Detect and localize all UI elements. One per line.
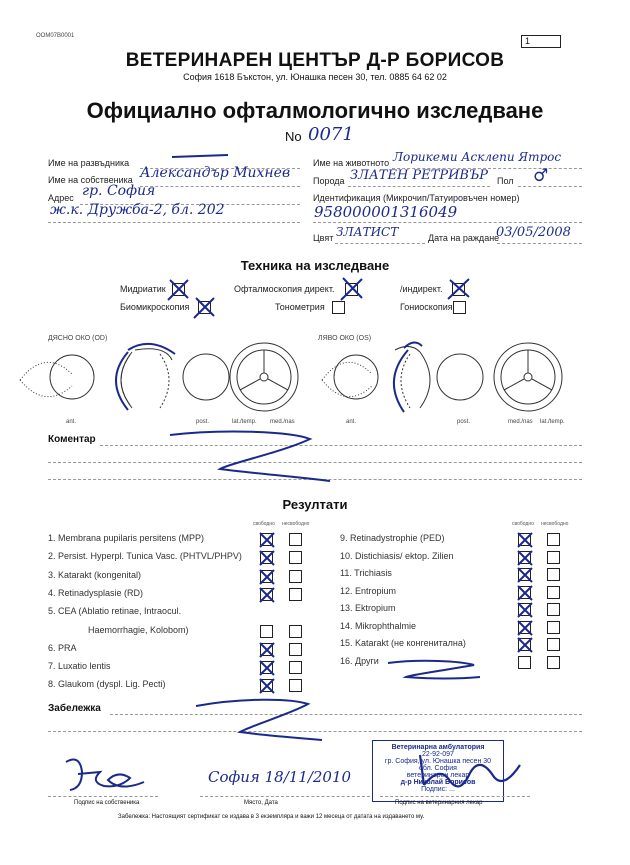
technique-ophth-direct-label: Офталмоскопия директ. (234, 284, 335, 294)
result-label: 9. Retinadystrophie (PED) (340, 533, 445, 543)
result-check-mark (258, 531, 276, 549)
breed-value: ЗЛАТЕН РЕТРИВЪР (350, 168, 489, 183)
dob-value: 03/05/2008 (496, 225, 571, 240)
result-affected-checkbox[interactable] (289, 533, 302, 546)
breed-label: Порода (313, 176, 345, 186)
result-check-mark (516, 619, 534, 637)
technique-mydriatic-label: Мидриатик (120, 284, 166, 294)
results-col-free-right: свободно (512, 521, 534, 527)
result-check-mark (516, 531, 534, 549)
remark-z-stroke (190, 692, 330, 752)
color-value: ЗЛАТИСТ (336, 225, 399, 239)
left-eye-lat-label: lat./temp. (540, 419, 565, 425)
stamp-line-4: обл. София (419, 765, 457, 772)
address-label: Адрес (48, 193, 74, 203)
certificate-number: 0071 (308, 124, 354, 145)
sex-value: ♂ (533, 166, 549, 186)
stamp-line-6: д-р Николай Борисов (400, 779, 476, 786)
right-eye-lat-label: lat./temp. (232, 419, 257, 425)
result-label: 11. Trichiasis (340, 568, 392, 578)
result-label: 13. Ektropium (340, 603, 396, 613)
identification-value: 958000001316049 (314, 203, 458, 221)
left-eye-ant-label: ant. (346, 419, 357, 425)
stamp-line-5: ветеринарен лекар (406, 772, 470, 779)
stamp-line-3: гр. София, ул. Юнашка песен 30 (384, 758, 492, 765)
result-label: 6. PRA (48, 642, 77, 653)
technique-biomicroscopy-label: Биомикроскопия (120, 302, 190, 312)
result-check-mark (258, 568, 276, 586)
page-number-value: 1 (525, 36, 531, 46)
result-check-mark (516, 601, 534, 619)
result-check-mark (516, 549, 534, 567)
stamp-line-1: Ветеринарна амбулатория (391, 744, 485, 751)
animal-name: Лорикеми Асклепи Ятрос (393, 150, 562, 164)
right-eye-med-label: med./nas (270, 419, 295, 425)
left-eye-post-label: post. (457, 419, 471, 425)
result-check-mark (258, 586, 276, 604)
results-col-free-left: свободно (253, 521, 275, 527)
comment-label: Коментар (48, 434, 96, 445)
remark-label: Забележка (48, 703, 101, 714)
result-check-mark (258, 641, 276, 659)
right-eye-post-label: post. (196, 419, 210, 425)
owner-label: Име на собственика (48, 175, 133, 185)
result-label: 16. Други (340, 655, 379, 666)
technique-gonioscopy-label: Гониоскопия (400, 302, 453, 312)
stamp-line-7: Подпис: ... (421, 786, 455, 793)
result-check-mark (516, 636, 534, 654)
left-eye-med-label: med./nas (508, 419, 533, 425)
result-free-checkbox[interactable] (260, 625, 273, 638)
technique-checkmarks (0, 0, 630, 330)
result-check-mark (258, 659, 276, 677)
result-label: 12. Entropium (340, 585, 397, 596)
result-label: 10. Distichiasis/ ektop. Zilien (340, 550, 454, 561)
sex-label: Пол (497, 176, 514, 186)
result-affected-checkbox[interactable] (289, 588, 302, 601)
color-label: Цвят (313, 233, 334, 243)
owner-name: Александър Михнев (140, 165, 291, 181)
result-affected-checkbox[interactable] (289, 661, 302, 674)
right-eye-label: ДЯСНО ОКО (OD) (48, 335, 108, 342)
result-affected-checkbox[interactable] (289, 551, 302, 564)
result-affected-checkbox[interactable] (547, 568, 560, 581)
animal-name-label: Име на животното (313, 158, 390, 168)
result-label: 15. Katarakt (не конгенитална) (340, 638, 466, 648)
certificate-note: Забележка: Настоящият сертификат се издава в 3 екземпляра и важи 12 месеца от датата на издаването му. (118, 814, 425, 820)
place-date-value: София 18/11/2010 (208, 768, 352, 786)
identification-label: Идентификация (Микрочип/Татуировъчен номер) (313, 193, 520, 203)
result-affected-checkbox[interactable] (547, 638, 560, 651)
result-check-mark (516, 584, 534, 602)
result-label: 2. Persist. Hyperpl. Tunica Vasc. (PHTVL/PHPV) (48, 551, 242, 562)
result-affected-checkbox[interactable] (289, 679, 302, 692)
result-label: 4. Retinadysplasie (RD) (48, 587, 144, 598)
results-title: Резултати (282, 497, 348, 512)
result-affected-checkbox[interactable] (547, 603, 560, 616)
dob-label: Дата на раждане (428, 233, 500, 243)
result-check-mark (516, 566, 534, 584)
right-eye-ant-label: ant. (66, 419, 77, 425)
result-affected-checkbox[interactable] (547, 621, 560, 634)
document-code: OOM07B0001 (36, 33, 75, 39)
result-affected-checkbox[interactable] (547, 533, 560, 546)
result-check-mark (258, 549, 276, 567)
eye-diagrams (0, 330, 630, 430)
address-value: гр. София (82, 183, 156, 199)
vet-signature-label: Подпис на ветеринарния лекар (395, 800, 483, 806)
result-label: Haemorrhagie, Kolobom) (88, 624, 189, 635)
result-label: 5. CEA (Ablatio retinae, Intraocul. (48, 606, 182, 617)
results-col-affected-left: несвободно (282, 521, 310, 527)
owner-signature (60, 752, 150, 797)
result-label: 1. Membrana pupilaris persitens (MPP) (48, 533, 205, 543)
results-col-affected-right: несвободно (541, 521, 569, 527)
result-affected-checkbox[interactable] (289, 570, 302, 583)
result-affected-checkbox[interactable] (547, 586, 560, 599)
technique-tonometry-label: Тонометрия (275, 302, 325, 312)
address-line-2: ж.к. Дружба-2, бл. 202 (50, 202, 225, 218)
comment-z-stroke (160, 425, 340, 490)
result-label: 3. Katarakt (kongenital) (48, 569, 142, 580)
stamp-line-2: 22-92-097 (422, 751, 454, 758)
breeder-label: Име на развъдника (48, 158, 130, 168)
left-eye-label: ЛЯВО ОКО (OS) (318, 335, 372, 342)
result-free-checkbox[interactable] (518, 656, 531, 669)
result-label: 14. Mikrophthalmie (340, 620, 417, 631)
place-date-label: Място, Дата (244, 800, 278, 806)
clinic-address: София 1618 Бъкстон, ул. Юнашка песен 30, тел. 0885 64 62 02 (183, 72, 447, 82)
result-affected-checkbox[interactable] (547, 656, 560, 669)
result-affected-checkbox[interactable] (289, 643, 302, 656)
other-z-stroke (380, 655, 490, 685)
technique-indirect-label: /индирект. (400, 284, 443, 294)
result-affected-checkbox[interactable] (547, 551, 560, 564)
result-affected-checkbox[interactable] (289, 625, 302, 638)
owner-signature-label: Подпис на собственика (74, 800, 140, 806)
exam-title: Официално офталмологично изследване (86, 98, 544, 123)
certificate-number-label: No (285, 129, 302, 144)
technique-title: Техника на изследване (240, 258, 390, 273)
result-label: 8. Glaukom (dyspl. Lig. Pecti) (48, 679, 166, 690)
clinic-title: ВЕТЕРИНАРЕН ЦЕНТЪР Д-Р БОРИСОВ (125, 50, 505, 71)
result-label: 7. Luxatio lentis (48, 661, 111, 672)
